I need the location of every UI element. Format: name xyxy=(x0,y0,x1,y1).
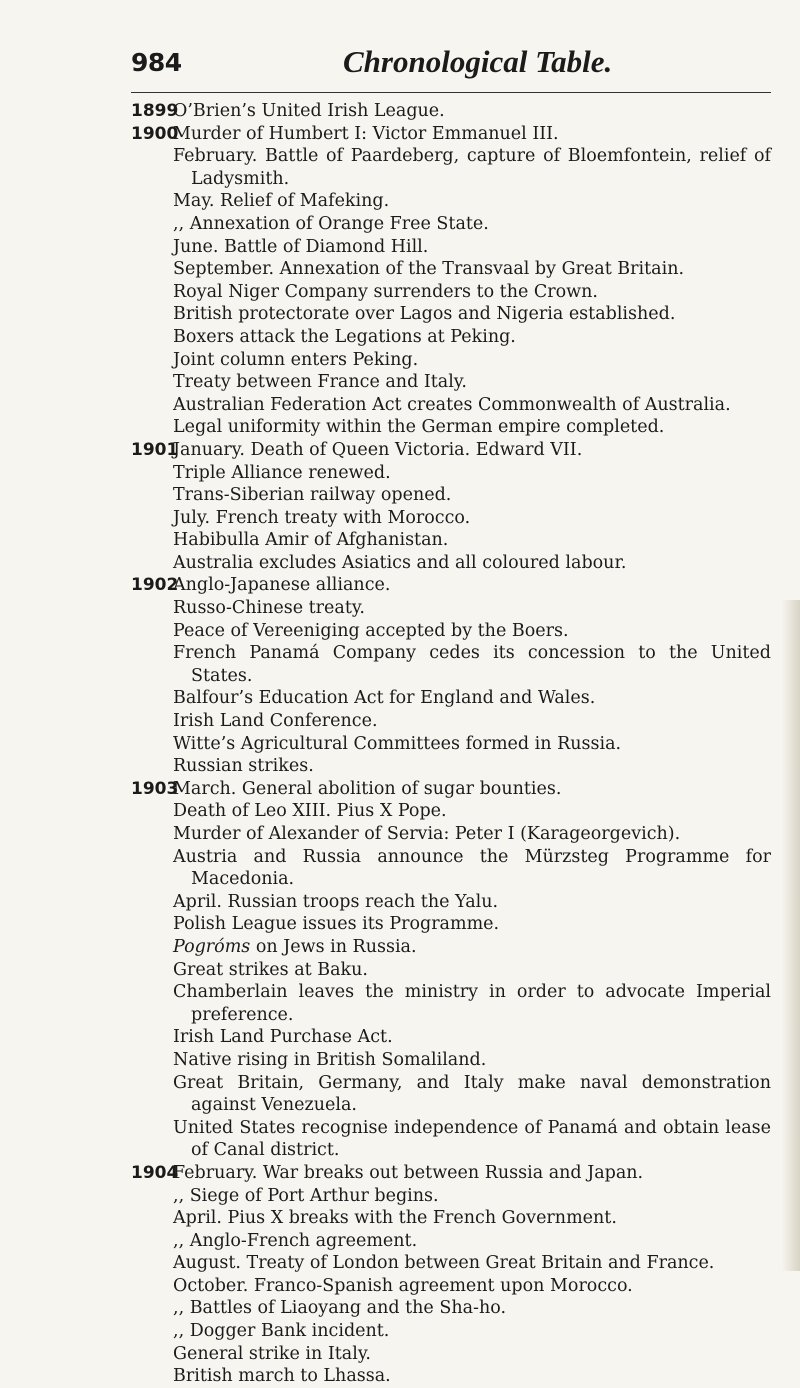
chronology-entry xyxy=(131,1252,771,1275)
entry-year: 1904 xyxy=(131,1162,179,1183)
entry-text: Boxers attack the Legations at Peking. xyxy=(173,326,516,347)
entry-text: March. General abolition of sugar bounties. xyxy=(173,778,562,799)
chronology-entry xyxy=(131,1026,771,1049)
entry-text: ,, Annexation of Orange Free State. xyxy=(173,213,489,234)
chronology-entry xyxy=(131,710,771,733)
entry-year: 1903 xyxy=(131,778,179,799)
chronology-entry xyxy=(131,258,771,281)
entry-text: Royal Niger Company surrenders to the Crown. xyxy=(173,281,598,302)
entry-text: April. Pius X breaks with the French Government. xyxy=(173,1208,617,1229)
chronology-entry xyxy=(131,846,771,891)
page-header xyxy=(131,42,771,93)
chronology-entry xyxy=(131,439,771,462)
entry-text: Death of Leo XIII. Pius X Pope. xyxy=(173,801,447,822)
chronology-entry xyxy=(131,642,771,687)
chronology-entry xyxy=(131,145,771,190)
chronology-entry xyxy=(131,236,771,259)
entry-text: Peace of Vereeniging accepted by the Boers. xyxy=(173,620,569,641)
chronology-entry xyxy=(131,371,771,394)
entry-text: French Panamá Company cedes its concession to the United States. xyxy=(173,643,771,686)
chronology-entry xyxy=(131,959,771,982)
chronology-entry xyxy=(131,620,771,643)
chronology-entry xyxy=(131,936,771,959)
entry-year: 1900 xyxy=(131,123,179,144)
entry-text: United States recognise independence of Panamá and obtain lease of Canal district. xyxy=(173,1117,771,1161)
entry-text: Irish Land Purchase Act. xyxy=(173,1027,393,1048)
entry-text: General strike in Italy. xyxy=(173,1343,371,1364)
entry-text: Legal uniformity within the German empire completed. xyxy=(173,417,665,438)
entry-text: Joint column enters Peking. xyxy=(173,349,419,370)
entry-text: January. Death of Queen Victoria. Edward VII. xyxy=(173,439,583,460)
entry-text: Treaty between France and Italy. xyxy=(173,372,467,393)
chronology-entry xyxy=(131,394,771,417)
entry-text: May. Relief of Mafeking. xyxy=(173,191,390,212)
entry-text: Austria and Russia announce the Mürzsteg Programme for Macedonia. xyxy=(173,846,771,890)
chronology-entry xyxy=(131,891,771,914)
entry-text: Native rising in British Somaliland. xyxy=(173,1049,487,1070)
chronology-entry xyxy=(131,1185,771,1208)
entry-text: British march to Lhassa. xyxy=(173,1366,391,1387)
chronology-entry xyxy=(131,913,771,936)
entry-text: Balfour’s Education Act for England and Wales. xyxy=(173,688,596,709)
chronology-entry xyxy=(131,823,771,846)
chronology-entry xyxy=(131,190,771,213)
chronology-entry xyxy=(131,1230,771,1253)
entry-text: Russian strikes. xyxy=(173,756,314,777)
entry-year: 1899 xyxy=(131,101,179,121)
chronology-entry xyxy=(131,123,771,146)
entry-text: August. Treaty of London between Great Britain and France. xyxy=(173,1253,715,1274)
entry-text: Australia excludes Asiatics and all coloured labour. xyxy=(173,552,627,573)
entry-text: ,, Dogger Bank incident. xyxy=(173,1321,390,1342)
chronology-entry xyxy=(131,574,771,597)
entry-text: Great strikes at Baku. xyxy=(173,959,368,980)
chronology-entry xyxy=(131,1117,771,1162)
page-edge-shadow xyxy=(782,600,800,1271)
entry-year: 1902 xyxy=(131,575,179,596)
entry-text: July. French treaty with Morocco. xyxy=(173,507,471,528)
entry-text: September. Annexation of the Transvaal by Great Britain. xyxy=(173,259,685,280)
entry-text: Irish Land Conference. xyxy=(173,711,378,732)
entry-text: Murder of Alexander of Servia: Peter I (Karageorgevich). xyxy=(173,824,681,844)
entry-text: ,, Anglo-French agreement. xyxy=(173,1230,418,1251)
entry-year: 1901 xyxy=(131,439,179,460)
chronology-entry xyxy=(131,326,771,349)
entry-text: Murder of Humbert I: Victor Emmanuel III. xyxy=(173,123,559,144)
chronology-entry xyxy=(131,1072,771,1117)
page-number: 984 xyxy=(131,48,182,77)
entry-text xyxy=(173,936,771,959)
chronology-entry xyxy=(131,1162,771,1185)
entry-text-italic: Pogróms xyxy=(173,936,251,957)
chronology-entry xyxy=(131,100,771,123)
chronology-entry xyxy=(131,1207,771,1230)
chronology-entry xyxy=(131,552,771,575)
entry-text: June. Battle of Diamond Hill. xyxy=(173,236,429,257)
chronology-entry xyxy=(131,755,771,778)
entry-text: Chamberlain leaves the ministry in order to advocate Imperial preference. xyxy=(173,982,771,1025)
chronology-entry xyxy=(131,213,771,236)
entry-text: Polish League issues its Programme. xyxy=(173,914,500,935)
entry-text: Great Britain, Germany, and Italy make naval demonstration against Venezuela. xyxy=(173,1072,771,1116)
entry-text: February. Battle of Paardeberg, capture of Bloemfontein, relief of Ladysmith. xyxy=(173,146,771,189)
chronology-entry xyxy=(131,281,771,304)
entry-text: October. Franco-Spanish agreement upon Morocco. xyxy=(173,1275,633,1296)
chronology-entry xyxy=(131,733,771,756)
chronology-entry xyxy=(131,462,771,485)
chronology-entry xyxy=(131,349,771,372)
chronology-entry xyxy=(131,1320,771,1343)
chronology-list xyxy=(131,100,771,1388)
chronology-entry xyxy=(131,1049,771,1072)
entry-text: Habibulla Amir of Afghanistan. xyxy=(173,530,449,551)
entry-text: Australian Federation Act creates Commonwealth of Australia. xyxy=(173,394,731,415)
chronology-entry xyxy=(131,416,771,439)
page-title: Chronological Table. xyxy=(343,44,613,79)
chronology-entry xyxy=(131,529,771,552)
entry-text: Witte’s Agricultural Committees formed in Russia. xyxy=(173,733,622,754)
entry-text: ,, Battles of Liaoyang and the Sha-ho. xyxy=(173,1298,507,1319)
chronology-entry xyxy=(131,303,771,326)
chronology-entry xyxy=(131,778,771,801)
chronology-entry xyxy=(131,507,771,530)
entry-text: April. Russian troops reach the Yalu. xyxy=(173,891,499,912)
entry-text: Triple Alliance renewed. xyxy=(173,462,391,483)
entry-text-rest: on Jews in Russia. xyxy=(250,936,417,957)
entry-text: ,, Siege of Port Arthur begins. xyxy=(173,1185,439,1206)
chronology-entry xyxy=(131,597,771,620)
entry-text: February. War breaks out between Russia and Japan. xyxy=(173,1162,644,1183)
entry-text: Anglo-Japanese alliance. xyxy=(173,575,391,596)
entry-text: Trans-Siberian railway opened. xyxy=(173,485,452,506)
chronology-entry xyxy=(131,981,771,1026)
entry-text: O’Brien’s United Irish League. xyxy=(173,101,445,121)
entry-text: British protectorate over Lagos and Nigeria established. xyxy=(173,304,676,325)
chronology-entry xyxy=(131,1365,771,1388)
entry-text: Russo-Chinese treaty. xyxy=(173,598,365,619)
chronology-entry xyxy=(131,800,771,823)
chronology-entry xyxy=(131,687,771,710)
chronology-entry xyxy=(131,1275,771,1298)
chronology-entry xyxy=(131,484,771,507)
chronology-entry xyxy=(131,1297,771,1320)
chronology-entry xyxy=(131,1343,771,1366)
